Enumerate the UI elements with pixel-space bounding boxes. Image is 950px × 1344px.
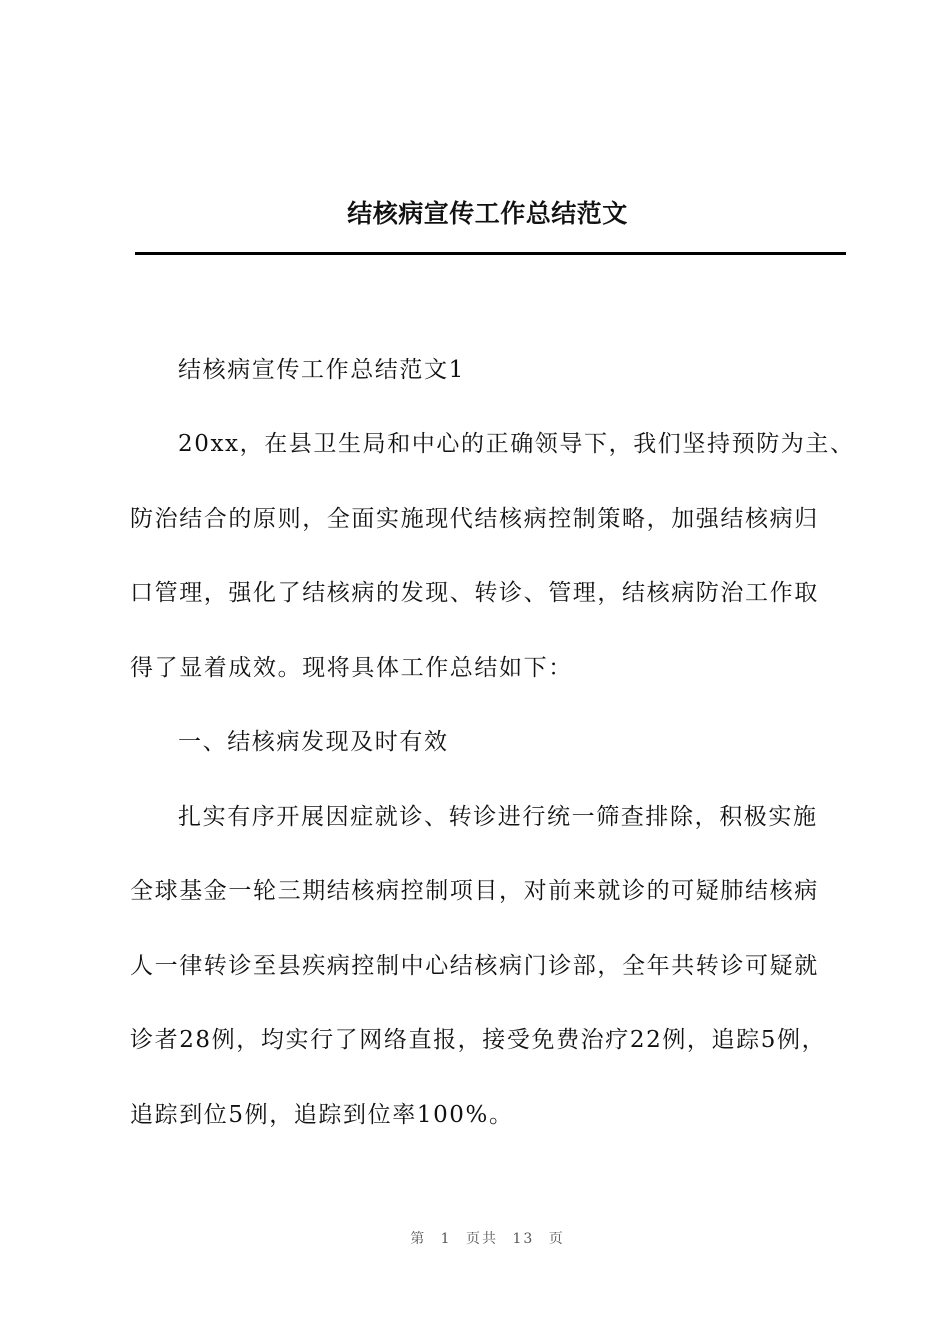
page-number-footer: 第 1 页共 13 页 <box>410 1231 565 1247</box>
section-heading-2: 一、结核病发现及时有效 <box>178 729 449 755</box>
paragraph-line: 诊者28例，均实行了网络直报，接受免费治疗22例，追踪5例， <box>130 1027 827 1053</box>
paragraph-line: 全球基金一轮三期结核病控制项目，对前来就诊的可疑肺结核病 <box>130 878 819 904</box>
paragraph-line: 20xx，在县卫生局和中心的正确领导下，我们坚持预防为主、 <box>178 431 855 457</box>
title-underline <box>135 252 846 255</box>
paragraph-line: 口管理，强化了结核病的发现、转诊、管理，结核病防治工作取 <box>130 580 819 606</box>
paragraph-line: 人一律转诊至县疾病控制中心结核病门诊部，全年共转诊可疑就 <box>130 953 819 979</box>
paragraph-line: 追踪到位5例，追踪到位率100%。 <box>130 1102 514 1128</box>
document-title: 结核病宣传工作总结范文 <box>347 199 628 228</box>
paragraph-line: 防治结合的原则，全面实施现代结核病控制策略，加强结核病归 <box>130 506 819 532</box>
paragraph-line: 得了显着成效。现将具体工作总结如下： <box>130 655 573 681</box>
paragraph-line: 扎实有序开展因症就诊、转诊进行统一筛查排除，积极实施 <box>178 804 818 830</box>
section-heading-1: 结核病宣传工作总结范文1 <box>178 357 465 383</box>
